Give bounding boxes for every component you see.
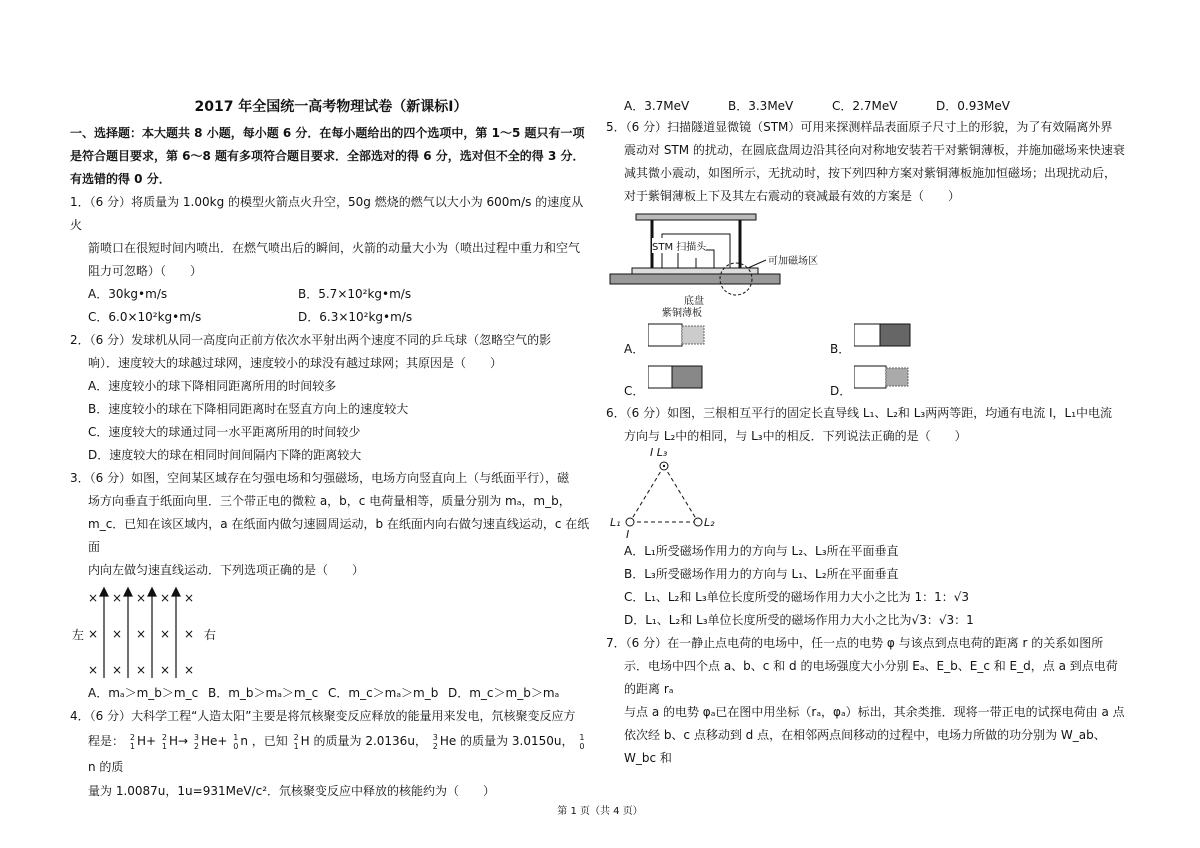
q4-mass3: 的质: [99, 760, 124, 774]
label-l3: I L₃: [650, 446, 668, 459]
q5-option-c: C．: [624, 384, 645, 398]
cross-mark: ×: [112, 591, 123, 605]
q4-equation-line: 程是： 2 1 H+ 2 1 H→ 3 2 He+ 1 0 n ，已知 2 1 H 的质量为 2.0136u， 3 2 He 的质量为 3.0150u， 1 0 n 的质: [88, 732, 585, 774]
section-heading: 一、选择题：本大题共 8 小题，每小题 6 分．在每小题给出的四个选项中，第 1～5 题只有一项是符合题目要求，第 6～8 题有多项符合题目要求．全部选对的得 6 分，选对但不全的得 3 分．有选错的得 0 分．: [70, 126, 585, 186]
q1-stem-a: 1．（6 分）将质量为 1.00kg 的模型火箭点火升空，50g 燃烧的燃气以大小为 600m/s 的速度从火: [70, 195, 584, 232]
q1-stem-c: 阻力可忽略）（ ）: [88, 264, 203, 278]
field-figure: [70, 586, 592, 680]
nuclide-n1: 1 0: [233, 732, 239, 751]
wire-l3-dot: [663, 465, 665, 467]
q3-stem-c: m_c．已知在该区域内，a 在纸面内做匀速圆周运动，b 在纸面内向右做匀速直线运动，c 在纸面: [88, 517, 590, 554]
cross-mark: ×: [136, 663, 147, 677]
plate: [854, 324, 880, 346]
q6-stem-b: 方向与 L₂中的相同，与 L₃中的相反．下列说法正确的是（ ）: [624, 429, 967, 443]
page-footer: 第 1 页（共 4 页）: [557, 806, 643, 817]
q4-eq-prefix: 程是：: [88, 734, 125, 748]
option-c-diagram: [648, 364, 708, 390]
leader-line: [748, 260, 766, 268]
left-column: [70, 96, 592, 803]
plate: [854, 366, 886, 388]
q5-options: [606, 320, 1128, 402]
base-plate: [610, 274, 780, 284]
label-right: 右: [204, 628, 217, 642]
nuclide-n1: 1 0: [579, 732, 585, 751]
q4-stem-c: 量为 1.0087u，1u=931MeV/c²．氘核聚变反应中释放的核能约为（ ）: [88, 784, 496, 798]
stm-figure: [606, 212, 1128, 320]
q2-stem-a: 2．（6 分）发球机从同一高度向正前方依次水平射出两个速度不同的乒乓球（忽略空气的影: [70, 333, 552, 347]
label-plate: 紫铜薄板: [662, 308, 702, 319]
cross-mark: ×: [160, 591, 171, 605]
label-base: 底盘: [684, 296, 704, 307]
q3-stem-d: 内向左做匀速直线运动．下列选项正确的是（ ）: [88, 563, 365, 577]
q5-stem-c: 减其微小震动，如图所示，无扰动时，按下列四种方案对紫铜薄板施加恒磁场；出现扰动后，: [624, 166, 1117, 180]
q3-stem-a: 3．（6 分）如图，空间某区域存在匀强电场和匀强磁场，电场方向竖直向上（与纸面平行），磁: [70, 471, 570, 485]
arrow-head: [100, 588, 108, 596]
q2-stem-b: 响）．速度较大的球越过球网，速度较小的球没有越过球网；其原因是（ ）: [88, 356, 503, 370]
q4-stem-a: 4．（6 分）大科学工程“人造太阳”主要是将氘核聚变反应释放的能量用来发电，氘核聚变反应方: [70, 709, 576, 723]
triangle-edge: [630, 466, 664, 522]
q4-eq-mid: ，已知: [251, 734, 288, 748]
q5-stem-a: 5．（6 分）扫描隧道显微镜（STM）可用来探测样品表面原子尺寸上的形貌，为了有效隔离外界: [606, 120, 1113, 134]
question-6: [606, 402, 1128, 632]
plate: [648, 366, 672, 388]
plate: [648, 324, 682, 346]
question-5: [606, 116, 1128, 402]
q3-options: [88, 682, 592, 705]
label-field: 可加磁场区: [768, 256, 818, 267]
cross-mark: ×: [184, 591, 195, 605]
cross-mark: ×: [88, 591, 99, 605]
q3-stem-b: 场方向垂直于纸面向里．三个带正电的微粒 a，b，c 电荷量相等，质量分别为 mₐ，m_b，: [88, 494, 571, 508]
arrow-head: [172, 588, 180, 596]
cross-mark: ×: [112, 663, 123, 677]
q4-options: [624, 96, 1128, 116]
nuclide-h2: 2 1: [161, 732, 167, 751]
question-7: [606, 632, 1128, 770]
option-b-diagram: [854, 322, 914, 348]
field-region: [880, 324, 910, 346]
q2-option-a: A．速度较小的球下降相同距离所用的时间较多: [88, 379, 337, 393]
q1-option-a: A．30kg•m/s: [88, 287, 168, 301]
q1-option-d: D．6.3×10²kg•m/s: [298, 310, 413, 324]
q2-option-d: D．速度较大的球在相同时间间隔内下降的距离较大: [88, 448, 362, 462]
cross-mark: ×: [184, 627, 195, 641]
q4-option-a: A．3.7MeV: [624, 99, 690, 113]
q1-options-ab: [88, 283, 592, 306]
q5-option-a: A．: [624, 342, 645, 356]
q6-option-d: D．L₁、L₂和 L₃单位长度所受的磁场作用力大小之比为√3：√3：1: [624, 613, 974, 627]
q3-option-a: A．mₐ＞m_b＞m_c: [88, 686, 199, 700]
cross-mark: ×: [88, 663, 99, 677]
nuclide-he3: 3 2: [193, 732, 199, 751]
arrow-head: [148, 588, 156, 596]
field-region: [682, 326, 704, 344]
q7-stem-b: 示．电场中四个点 a、b、c 和 d 的电场强度大小分别 Eₐ、E_b、E_c 和 E_d，点 a 到点电荷的距离 rₐ: [624, 659, 1118, 696]
q5-option-d: D．: [830, 384, 852, 398]
cross-mark: ×: [184, 663, 195, 677]
label-stm: STM 扫描头: [652, 238, 706, 253]
right-column: [606, 96, 1128, 770]
q6-option-b: B．L₃所受磁场作用力的方向与 L₁、L₂所在平面垂直: [624, 567, 899, 581]
q6-option-c: C．L₁、L₂和 L₃单位长度所受的磁场作用力大小之比为 1：1：√3: [624, 590, 970, 604]
cross-mark: ×: [88, 627, 99, 641]
q5-option-b: B．: [830, 342, 851, 356]
field-region: [672, 366, 702, 388]
q7-stem-a: 7．（6 分）在一静止点电荷的电场中，任一点的电势 φ 与该点到点电荷的距离 r 的关系如图所: [606, 636, 1104, 650]
arrow-head: [124, 588, 132, 596]
cross-mark: ×: [160, 627, 171, 641]
question-2: [70, 329, 592, 467]
question-3: [70, 467, 592, 705]
q4-mass1: 的质量为 2.0136u，: [313, 734, 427, 748]
q1-options-cd: [88, 306, 592, 329]
q1-option-b: B．5.7×10²kg•m/s: [298, 287, 412, 301]
question-4: [70, 705, 592, 803]
question-1: [70, 191, 592, 329]
q2-option-c: C．速度较大的球通过同一水平距离所用的时间较少: [88, 425, 361, 439]
top-bar: [636, 214, 756, 220]
label-l2: L₂: [704, 516, 715, 529]
q7-stem-c: 与点 a 的电势 φₐ已在图中用坐标（rₐ，φₐ）标出，其余类推．现将一带正电的试探电荷由 a 点: [624, 705, 1125, 719]
q6-stem-a: 6．（6 分）如图，三根相互平行的固定长直导线 L₁、L₂和 L₃两两等距，均通有电流 I，L₁中电流: [606, 406, 1113, 420]
wire-l2: [694, 518, 702, 526]
cross-mark: ×: [136, 591, 147, 605]
triangle-edge: [664, 466, 698, 522]
label-left: 左: [72, 628, 85, 642]
q5-stem-b: 震动对 STM 的扰动，在圆底盘周边沿其径向对称地安装若干对紫铜薄板，并施加磁场来快速衰: [624, 143, 1125, 157]
label-i: I: [626, 528, 630, 541]
field-region: [886, 368, 908, 386]
base-top: [632, 268, 758, 274]
q4-mass2: 的质量为 3.0150u，: [460, 734, 574, 748]
q3-option-c: C．m_c＞mₐ＞m_b: [328, 686, 439, 700]
q4-option-b: B．3.3MeV: [728, 99, 794, 113]
q1-stem-b: 箭喷口在很短时间内喷出．在燃气喷出后的瞬间，火箭的动量大小为（喷出过程中重力和空气: [88, 241, 581, 255]
option-d-diagram: [854, 364, 914, 390]
option-a-diagram: [648, 322, 708, 348]
q2-option-b: B．速度较小的球在下降相同距离时在竖直方向上的速度较大: [88, 402, 409, 416]
cross-mark: ×: [160, 663, 171, 677]
q4-option-c: C．2.7MeV: [832, 99, 898, 113]
nuclide-he3: 3 2: [432, 732, 438, 751]
wire-l1: [626, 518, 634, 526]
stm-diagram: [606, 212, 866, 320]
cross-mark: ×: [112, 627, 123, 641]
page-title: 2017 年全国统一高考物理试卷（新课标Ⅰ）: [194, 99, 468, 115]
nuclide-h2: 2 1: [293, 732, 299, 751]
q3-option-b: B．m_b＞mₐ＞m_c: [208, 686, 319, 700]
q6-option-a: A．L₁所受磁场作用力的方向与 L₂、L₃所在平面垂直: [624, 544, 899, 558]
label-l1: L₁: [610, 516, 621, 529]
q3-option-d: D．m_c＞m_b＞mₐ: [448, 686, 560, 700]
q5-stem-d: 对于紫铜薄板上下及其左右震动的衰减最有效的方案是（ ）: [624, 189, 961, 203]
q7-stem-d: 依次经 b、c 点移动到 d 点，在相邻两点间移动的过程中，电场力所做的功分别为 W_ab、W_bc 和: [624, 728, 1106, 765]
nuclide-h2: 2 1: [129, 732, 135, 751]
q1-option-c: C．6.0×10²kg•m/s: [88, 310, 202, 324]
wires-figure: [606, 448, 1128, 540]
q4-option-d: D．0.93MeV: [936, 99, 1010, 113]
cross-mark: ×: [136, 627, 147, 641]
